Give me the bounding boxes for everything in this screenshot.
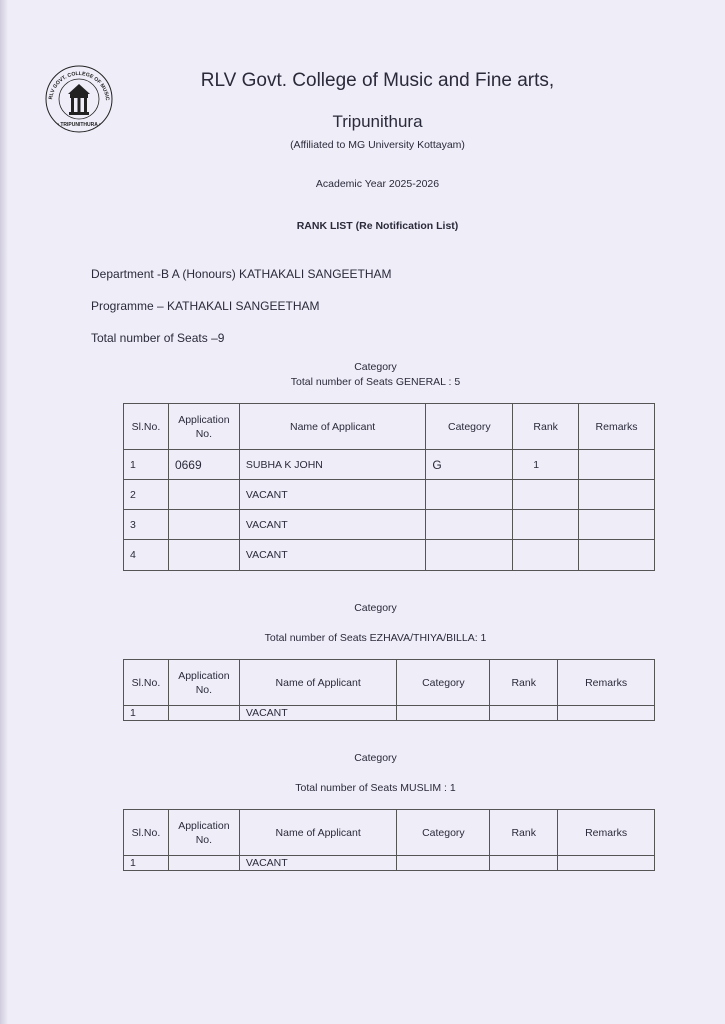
cell-sl: 4 [124, 540, 169, 571]
svg-text:RLV GOVT. COLLEGE OF MUSIC & F: RLV GOVT. COLLEGE OF MUSIC [48, 70, 111, 101]
cell-app-no [168, 856, 239, 871]
table-header-row [124, 404, 655, 450]
cell-category [426, 480, 513, 510]
cell-name: VACANT [239, 706, 397, 721]
category-seats: Total number of Seats MUSLIM : 1 [295, 782, 456, 794]
category-seats: Total number of Seats GENERAL : 5 [290, 376, 461, 388]
category-heading: Category [354, 752, 397, 764]
cell-category [426, 510, 513, 540]
cell-category [426, 540, 513, 571]
cell-app-no: 0669 [168, 450, 239, 480]
academic-year: Academic Year 2025-2026 [315, 178, 440, 190]
rank-table-general [123, 403, 655, 571]
col-remarks: Remarks [558, 660, 655, 706]
table-row [124, 856, 655, 871]
cell-rank: 1 [513, 450, 579, 480]
col-category: Category [426, 404, 513, 450]
cell-remarks [579, 450, 655, 480]
page-edge [0, 0, 8, 1024]
cell-app-no [168, 706, 239, 721]
col-remarks: Remarks [558, 810, 655, 856]
col-name: Name of Applicant [239, 660, 397, 706]
col-sl: Sl.No. [124, 660, 169, 706]
cell-remarks [579, 510, 655, 540]
cell-rank [513, 510, 579, 540]
cell-sl: 3 [124, 510, 169, 540]
table-row [124, 450, 655, 480]
col-remarks: Remarks [579, 404, 655, 450]
cell-name: VACANT [239, 480, 426, 510]
department-line: Department -B A (Honours) KATHAKALI SANGEETHAM [91, 267, 392, 281]
cell-rank [513, 540, 579, 571]
table-row [124, 540, 655, 571]
col-rank: Rank [490, 810, 558, 856]
cell-category [397, 706, 490, 721]
cell-remarks [579, 540, 655, 571]
category-seats: Total number of Seats EZHAVA/THIYA/BILLA: 1 [264, 632, 487, 644]
cell-name: SUBHA K JOHN [239, 450, 426, 480]
cell-rank [490, 706, 558, 721]
cell-name: VACANT [239, 510, 426, 540]
cell-sl: 1 [124, 450, 169, 480]
cell-app-no [168, 510, 239, 540]
cell-name: VACANT [239, 540, 426, 571]
col-sl: Sl.No. [124, 810, 169, 856]
category-heading: Category [354, 361, 397, 373]
table-row [124, 510, 655, 540]
total-seats-line: Total number of Seats –9 [91, 331, 225, 345]
cell-category: G [426, 450, 513, 480]
table-row [124, 480, 655, 510]
cell-name: VACANT [239, 856, 397, 871]
col-sl: Sl.No. [124, 404, 169, 450]
table-header-row [124, 660, 655, 706]
table-header-row [124, 810, 655, 856]
col-name: Name of Applicant [239, 810, 397, 856]
college-name: RLV Govt. College of Music and Fine arts, [200, 70, 555, 91]
cell-sl: 1 [124, 706, 169, 721]
programme-line: Programme – KATHAKALI SANGEETHAM [91, 299, 320, 313]
cell-app-no [168, 540, 239, 571]
cell-category [397, 856, 490, 871]
category-heading: Category [354, 602, 397, 614]
rank-table-muslim [123, 809, 655, 871]
col-rank: Rank [513, 404, 579, 450]
cell-rank [490, 856, 558, 871]
svg-text:• TRIPUNITHURA •: • TRIPUNITHURA • [57, 122, 101, 128]
rank-list-title: RANK LIST (Re Notification List) [296, 220, 459, 232]
rank-table-ezhava [123, 659, 655, 721]
college-location: Tripunithura [332, 112, 423, 131]
col-application: Application No. [168, 660, 239, 706]
cell-remarks [558, 856, 655, 871]
cell-app-no [168, 480, 239, 510]
cell-remarks [558, 706, 655, 721]
cell-rank [513, 480, 579, 510]
cell-sl: 1 [124, 856, 169, 871]
table-row [124, 706, 655, 721]
col-category: Category [397, 660, 490, 706]
col-application: Application No. [168, 810, 239, 856]
col-name: Name of Applicant [239, 404, 426, 450]
cell-sl: 2 [124, 480, 169, 510]
col-rank: Rank [490, 660, 558, 706]
col-category: Category [397, 810, 490, 856]
cell-remarks [579, 480, 655, 510]
col-application: Application No. [168, 404, 239, 450]
affiliation: (Affiliated to MG University Kottayam) [290, 139, 465, 151]
